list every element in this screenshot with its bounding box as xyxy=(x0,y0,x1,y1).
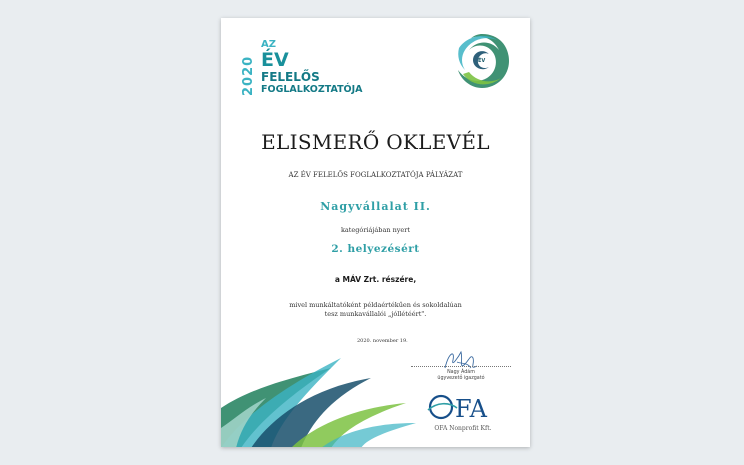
reason-text xyxy=(221,301,530,319)
signer-role: ügyvezető igazgató xyxy=(437,376,485,382)
reason-line-1: mivel munkáltatóként példaértékűen és sokoldalúan xyxy=(289,301,462,309)
logo-year: 2020 xyxy=(241,55,256,96)
ofa-logo-icon xyxy=(425,390,497,424)
certificate-title: ELISMERŐ OKLEVÉL xyxy=(261,130,490,154)
logo-line-az: AZ xyxy=(261,39,276,50)
signature-line xyxy=(411,366,511,367)
award-logo xyxy=(261,40,363,95)
decorative-waves xyxy=(221,348,421,447)
competition-name: AZ ÉV FELELŐS FOGLALKOZTATÓJA PÁLYÁZAT xyxy=(288,171,463,179)
svg-text:FA: FA xyxy=(455,395,487,423)
signer-name: Nagy Ádám xyxy=(447,370,475,375)
place-awarded: 2. helyezésért xyxy=(331,243,420,255)
recipient: a MÁV Zrt. részére, xyxy=(334,275,417,284)
issuer-name: OFA Nonprofit Kft. xyxy=(434,425,492,432)
logo-line-ev: ÉV xyxy=(261,49,289,71)
category-suffix: kategóriájában nyert xyxy=(340,226,410,234)
emblem-label: ÉV xyxy=(478,58,486,64)
reason-line-2: tesz munkavállalói „jóllétéért". xyxy=(324,309,427,318)
logo-line-felelos: FELELŐS xyxy=(261,70,320,84)
signer-block xyxy=(409,370,513,382)
issue-date: 2020. november 19. xyxy=(357,338,408,344)
certificate-paper xyxy=(221,18,530,447)
category-name: Nagyvállalat II. xyxy=(320,200,431,213)
logo-line-foglalkoztatoja: FOGLALKOZTATÓJA xyxy=(261,84,363,95)
